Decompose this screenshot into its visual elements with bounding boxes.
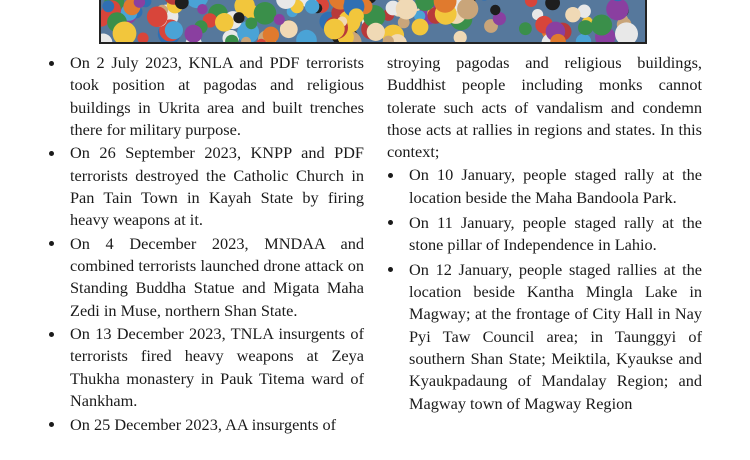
right-intro-paragraph: stroying pagodas and religious buildings, Buddhist people including monks cannot tolerate such acts of vandalism and condemn those acts at rallies in regions and states. In this context; (387, 53, 702, 162)
list-item: On 4 December 2023, MNDAA and combined terrorists launched drone attack on Standing Buddha Statue and Migata Maha Zedi in Muse, northern Shan State. (48, 233, 364, 322)
crowd-person (412, 19, 429, 36)
crowd-person (185, 25, 203, 42)
crowd-person (215, 13, 234, 32)
crowd-illustration (101, 0, 645, 42)
right-column (387, 52, 702, 418)
crowd-person (349, 8, 364, 23)
list-item: On 26 September 2023, KNPP and PDF terrorists destroyed the Catholic Church in Pan Tain Town in Kayah State by firing heavy weapons at it. (48, 142, 364, 231)
crowd-person (519, 22, 532, 35)
crowd-person (102, 0, 114, 12)
crowd-person (565, 7, 580, 22)
crowd-person (274, 14, 285, 25)
crowd-person (197, 4, 207, 14)
rally-crowd-photo (99, 0, 647, 44)
crowd-person (165, 21, 183, 39)
list-item: On 12 January, people staged rallies at the location beside Kantha Mingla Lake in Magway; at the frontage of City Hall in Nay Pyi Taw Council area; in Taunggyi of southern Shan State; Meiktila, Kyaukse and Kyaukpadaung of Mandalay Region; and Magway town of Magway Region (387, 259, 702, 415)
crowd-person (367, 23, 385, 41)
right-bullet-list (387, 164, 702, 414)
left-column (48, 52, 364, 437)
crowd-person (578, 20, 593, 35)
list-item: On 10 January, people staged rally at the location beside the Maha Bandoola Park. (387, 164, 702, 209)
crowd-person (490, 5, 500, 15)
list-item: On 11 January, people staged rally at the stone pillar of Independence in Lahio. (387, 212, 702, 257)
list-item: On 2 July 2023, KNLA and PDF terrorists took position at pagodas and religious buildings in Ukrita area and built trenches there for military purpose. (48, 52, 364, 141)
crowd-person (147, 6, 168, 27)
list-item: On 13 December 2023, TNLA insurgents of terrorists fired heavy weapons at Zeya Thukha monastery in Pauk Titema ward of Nankham. (48, 323, 364, 412)
crowd-person (591, 15, 612, 36)
left-bullet-list (48, 52, 364, 436)
list-item: On 25 December 2023, AA insurgents of (48, 414, 364, 436)
crowd-person (324, 19, 345, 40)
crowd-person (254, 2, 277, 25)
crowd-person (233, 12, 244, 23)
